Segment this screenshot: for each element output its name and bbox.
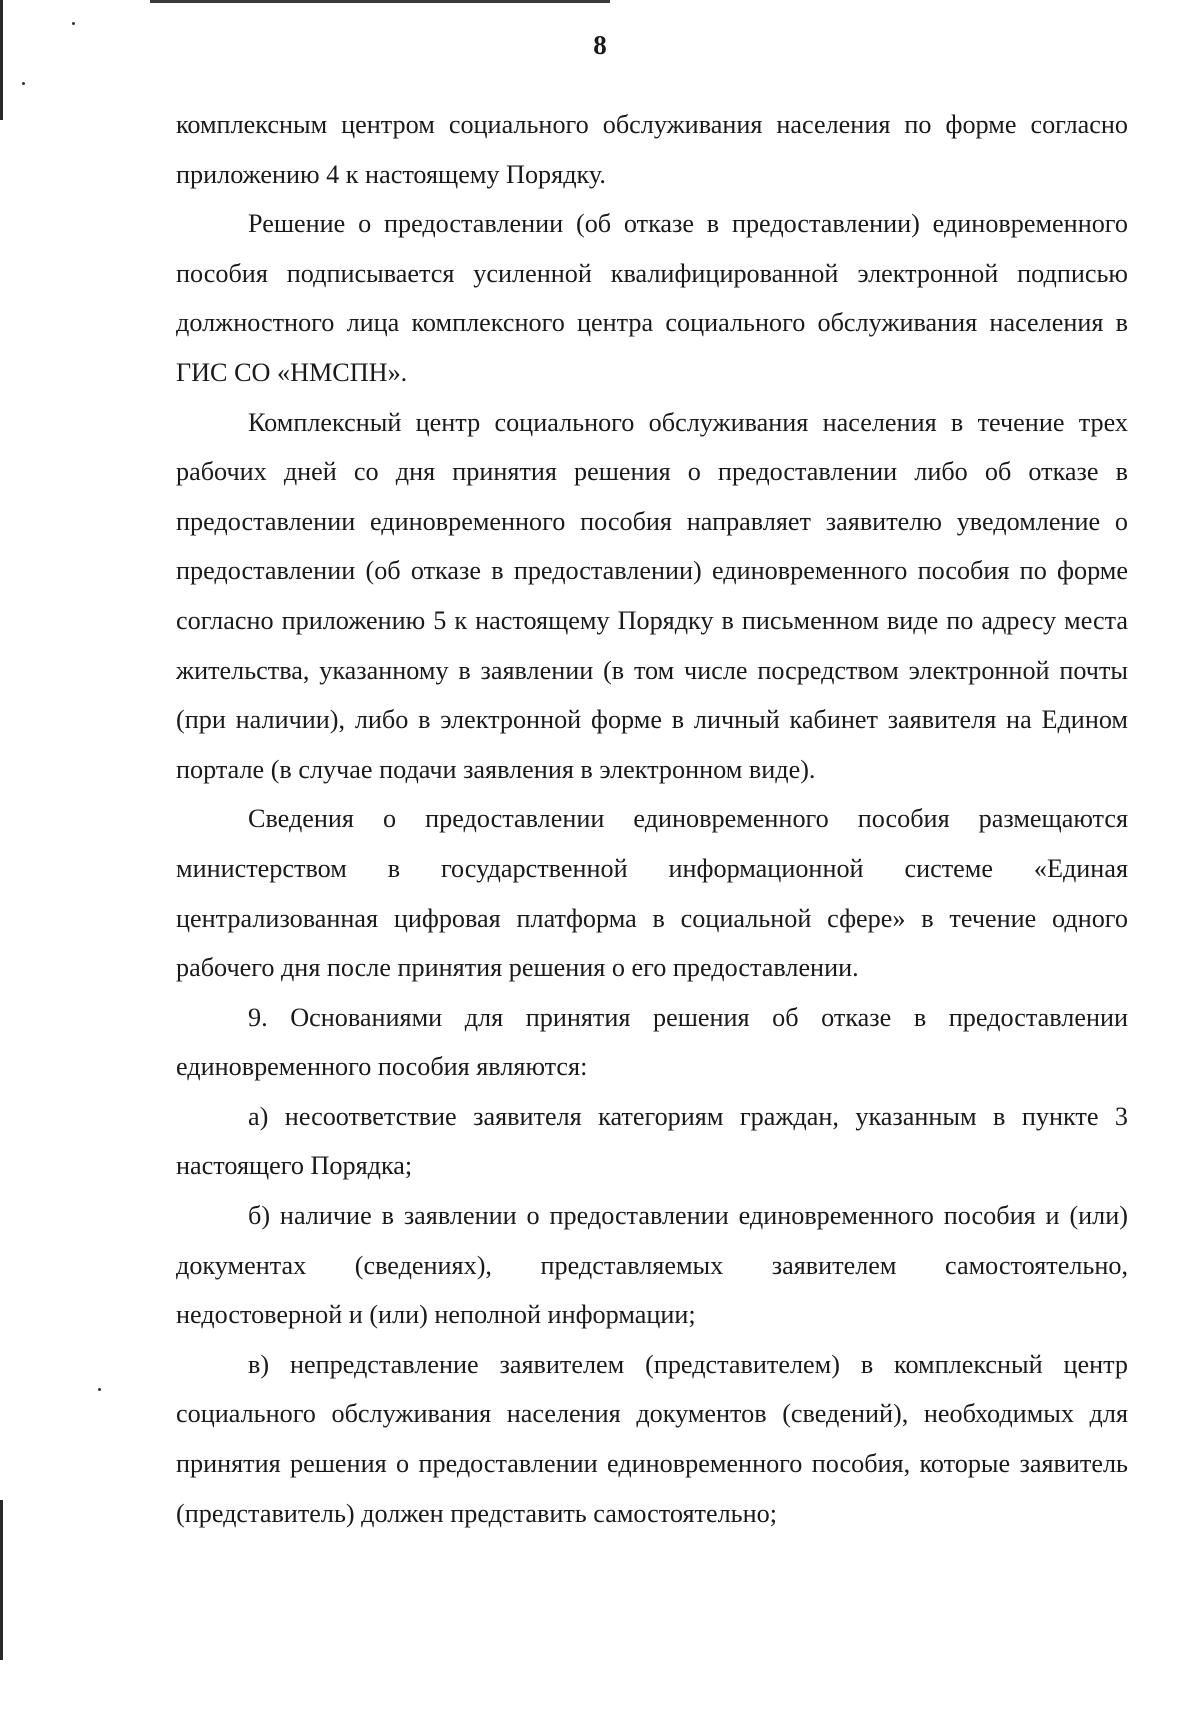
paragraph: б) наличие в заявлении о предоставлении единовременного пособия и (или) документах (сведениях), представляемых заявителем самостоятельно, недостоверной и (или) неполной информации;: [176, 1201, 1128, 1330]
paragraph: Решение о предоставлении (об отказе в предоставлении) единовременного пособия подписывается усиленной квалифицированной электронной подписью должностного лица комплексного центра социального обслуживания населения в ГИС СО «НМСПН».: [176, 209, 1128, 387]
paragraph: Комплексный центр социального обслуживания населения в течение трех рабочих дней со дня принятия решения о предоставлении либо об отказе в предоставлении единовременного пособия направляет заявителю уведомление о предоставлении (об отказе в предоставлении) единовременного пособия по форме согласно приложению 5 к настоящему Порядку в письменном виде по адресу места жительства, указанному в заявлении (в том числе посредством электронной почты (при наличии), либо в электронной форме в личный кабинет заявителя на Едином портале (в случае подачи заявления в электронном виде).: [176, 407, 1128, 784]
paragraph: комплексным центром социального обслуживания населения по форме согласно приложению 4 к настоящему Порядку.: [176, 110, 1128, 189]
paragraph: 9. Основаниями для принятия решения об отказе в предоставлении единовременного пособия являются:: [176, 1002, 1128, 1082]
scan-speck: [72, 22, 75, 25]
paragraph: Сведения о предоставлении единовременного пособия размещаются министерством в государственной информационной системе «Единая централизованная цифровая платформа в социальной сфере» в течение одного рабочего дня после принятия решения о его предоставлении.: [176, 804, 1128, 983]
scan-speck: [98, 1388, 101, 1391]
page-number: 8: [593, 30, 607, 60]
scan-speck: [22, 82, 25, 85]
scan-edge-top: [150, 0, 610, 3]
document-body: [176, 100, 1128, 1538]
scan-edge-left-lower: [0, 1500, 3, 1660]
paragraph: в) непредставление заявителем (представителем) в комплексный центр социального обслуживания населения документов (сведений), необходимых для принятия решения о предоставлении единовременного пособия, которые заявитель (представитель) должен представить самостоятельно;: [176, 1349, 1128, 1528]
paragraph: а) несоответствие заявителя категориям граждан, указанным в пункте 3 настоящего Порядка;: [176, 1101, 1128, 1181]
